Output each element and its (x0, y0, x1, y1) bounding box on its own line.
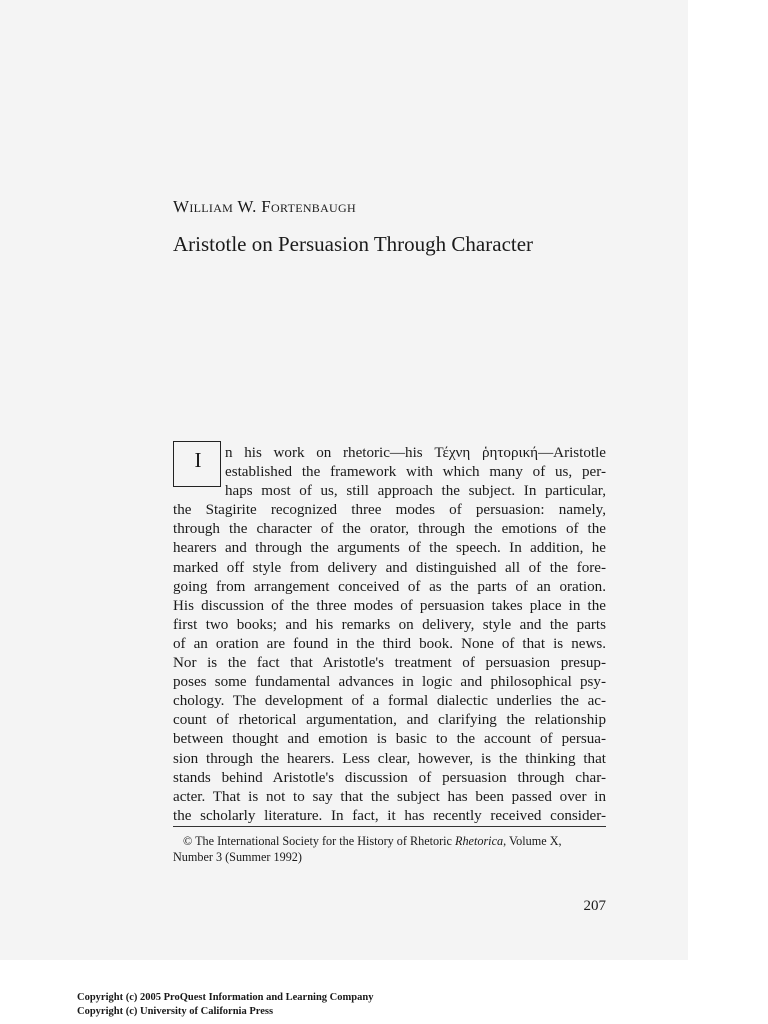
body-paragraph (173, 444, 606, 826)
footnote-volume: , Volume X, (503, 834, 562, 848)
body-line: His discussion of the three modes of persuasion takes place in the (173, 597, 606, 614)
body-line: the Stagirite recognized three modes of persuasion: namely, (173, 502, 606, 519)
body-line: hearers and through the arguments of the speech. In addition, he (173, 540, 606, 557)
body-line: poses some fundamental advances in logic and philosophical psy- (173, 674, 606, 691)
body-line: Nor is the fact that Aristotle's treatment of persuasion presup- (173, 655, 606, 672)
body-line: acter. That is not to say that the subject has been passed over in (173, 788, 606, 805)
dropcap-letter: I (194, 448, 202, 472)
body-line: between thought and emotion is basic to the account of persua- (173, 731, 606, 748)
body-line: sion through the hearers. Less clear, however, is the thinking that (173, 750, 606, 767)
footnote-line-1 (173, 833, 606, 849)
body-line: chology. The development of a formal dialectic underlies the ac- (173, 693, 606, 710)
body-line: first two books; and his remarks on delivery, style and the parts (173, 616, 606, 633)
footnote (173, 833, 606, 865)
body-line: through the character of the orator, through the emotions of the (173, 521, 606, 538)
footnote-journal: Rhetorica (455, 834, 504, 848)
body-line: n his work on rhetoric—his Τέχνη ῥητορική—Aristotle (225, 445, 606, 461)
footnote-publisher-text: © The International Society for the History of Rhetoric (183, 834, 456, 848)
body-line: haps most of us, still approach the subject. In particular, (225, 483, 606, 500)
body-line: count of rhetorical argumentation, and clarifying the relationship (173, 712, 606, 729)
article-title: Aristotle on Persuasion Through Character (173, 232, 534, 256)
page-number: 207 (583, 898, 606, 914)
copyright-notice (77, 991, 373, 1019)
body-line: established the framework with which many of us, per- (225, 464, 606, 481)
body-line: going from arrangement conceived of as the parts of an oration. (173, 578, 606, 595)
body-line: marked off style from delivery and distinguished all of the fore- (173, 559, 606, 576)
body-line: stands behind Aristotle's discussion of persuasion through char- (173, 769, 606, 786)
body-line: of an oration are found in the third book. None of that is news. (173, 635, 606, 652)
copyright-line-2: Copyright (c) University of California Press (77, 1006, 274, 1017)
copyright-line-1: Copyright (c) 2005 ProQuest Information and Learning Company (77, 992, 374, 1003)
author-name: William W. Fortenbaugh (173, 197, 356, 216)
footnote-rule (173, 826, 606, 827)
footnote-line-2: Number 3 (Summer 1992) (173, 850, 302, 864)
body-line: the scholarly literature. In fact, it has recently received consider- (173, 807, 606, 824)
